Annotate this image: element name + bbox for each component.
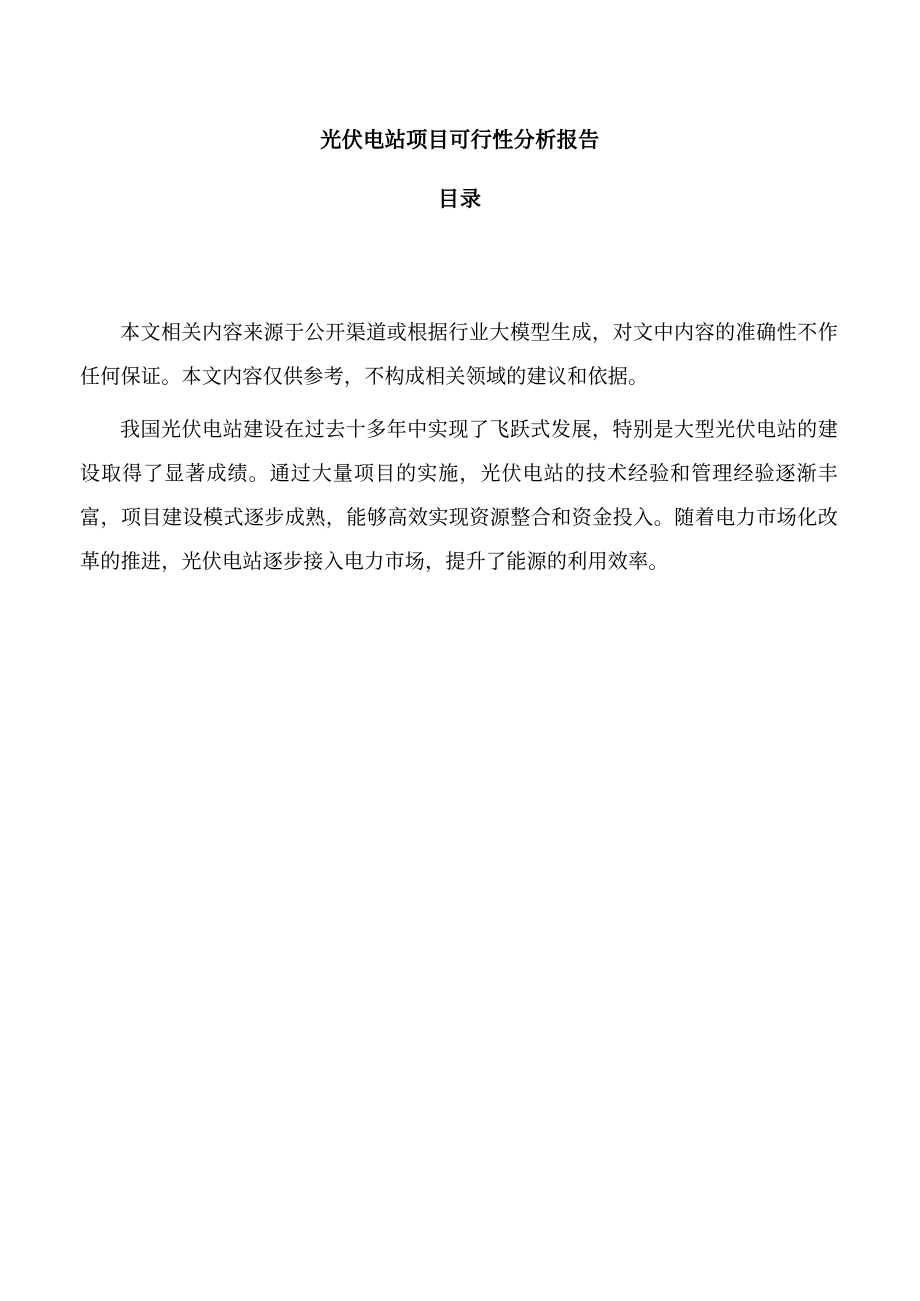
document-body <box>80 310 838 583</box>
intro-paragraph: 我国光伏电站建设在过去十多年中实现了飞跃式发展，特别是大型光伏电站的建设取得了显著成绩。通过大量项目的实施，光伏电站的技术经验和管理经验逐渐丰富，项目建设模式逐步成熟，能够高效实现资源整合和资金投入。随着电力市场化改革的推进，光伏电站逐步接入电力市场，提升了能源的利用效率。 <box>80 417 838 573</box>
toc-heading: 目录 <box>438 186 482 211</box>
document-title: 光伏电站项目可行性分析报告 <box>320 127 600 152</box>
disclaimer-paragraph: 本文相关内容来源于公开渠道或根据行业大模型生成，对文中内容的准确性不作任何保证。本文内容仅供参考，不构成相关领域的建议和依据。 <box>80 320 838 388</box>
